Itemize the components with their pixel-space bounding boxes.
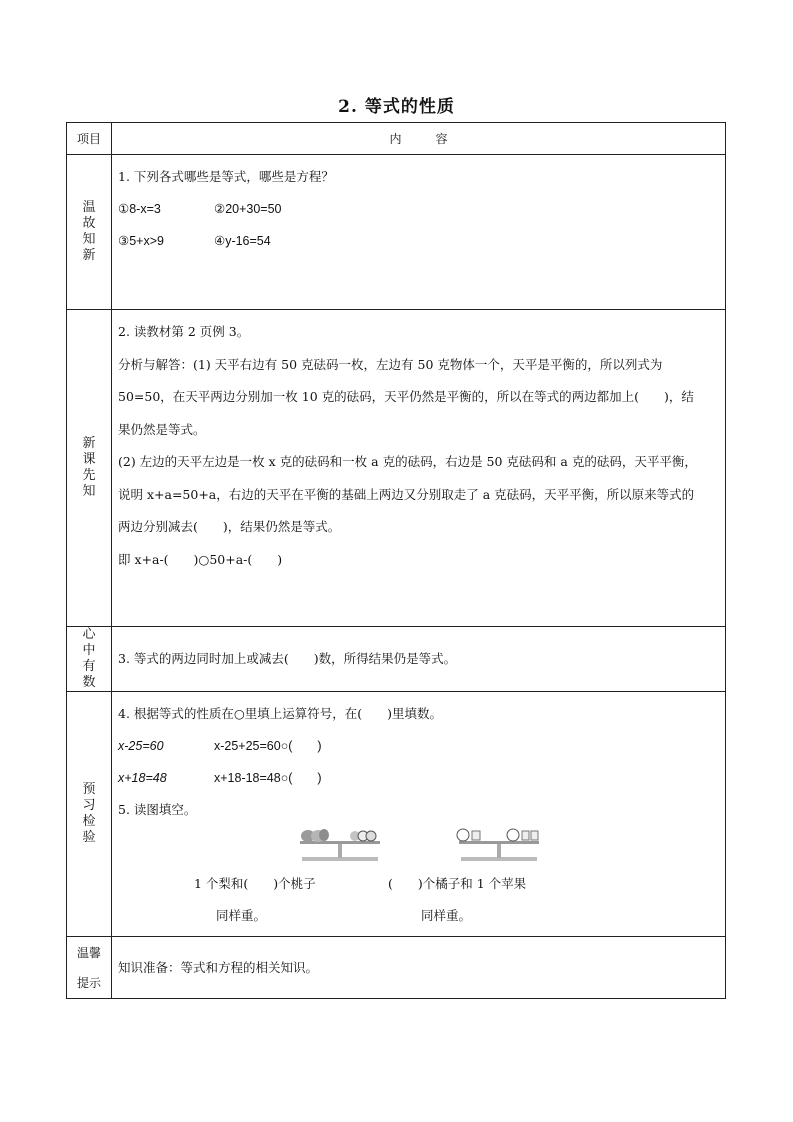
analysis-line-5: 说明 x+a=50+a，右边的天平在平衡的基础上两边又分别取走了 a 克砝码，天平平衡，所以原来等式的 [118,486,695,502]
section-label-xinke [67,310,112,627]
analysis-line-1: 分析与解答：(1) 天平右边有 50 克砝码一枚，左边有 50 克物体一个，天平是平衡的，所以列式为 [118,356,663,372]
section-content-xinke [112,310,726,627]
section-yuxi [67,692,726,937]
caption-same-weight-1: 同样重。 [216,908,267,923]
section-label-text: 新课先知 [82,436,96,499]
section-label-top: 温馨 [76,945,101,960]
analysis-line-3: 果仍然是等式。 [118,421,206,437]
section-wengu [67,155,726,310]
analysis-line-6: 两边分别减去( )，结果仍然是等式。 [118,519,341,534]
section-label-bottom: 提示 [76,975,101,990]
section-label-text: 温故知新 [82,200,96,263]
question-4: 4. 根据等式的性质在○里填上运算符号，在( )里填数。 [118,706,443,721]
balance-scale-icon [453,828,545,864]
caption-same-weight-2: 同样重。 [421,908,472,923]
section-label-yuxi [67,692,112,937]
equation-row1-left: x-25=60 [118,739,164,753]
section-xinzhong [67,627,726,692]
section-content-wengu [112,155,726,310]
equation-item-1: ①8-x=3 [118,202,161,216]
section-label-xinzhong [67,627,112,692]
header-content: 内容 [112,123,726,155]
caption-pear-peach: 1 个梨和( )个桃子 [194,876,316,891]
section-xinke [67,310,726,627]
question-3: 3. 等式的两边同时加上或减去( )数，所得结果仍是等式。 [118,651,457,666]
section-label-text: 预习检验 [82,782,96,845]
header-item: 项目 [67,123,112,155]
equation-row1-right: x-25+25=60○( ) [213,739,322,753]
equation-item-2: ②20+30=50 [213,202,282,216]
section-label-text: 心中有数 [82,627,96,690]
caption-orange-apple: ( )个橘子和 1 个苹果 [388,876,527,891]
section-content-xinzhong [112,627,726,692]
equation-row2-right: x+18-18=48○( ) [213,771,322,785]
section-label-tishi [67,937,112,999]
question-5: 5. 读图填空。 [118,802,197,817]
balance-scale-icon [294,828,386,864]
analysis-line-7: 即 x+a-( )○50+a-( ) [118,551,283,567]
table-header-row [67,123,726,155]
analysis-line-2: 50=50，在天平两边分别加一枚 10 克的砝码，天平仍然是平衡的，所以在等式的两边都加上( )，结 [118,389,694,404]
section-content-yuxi [112,692,726,937]
tip-text: 知识准备：等式和方程的相关知识。 [118,959,319,975]
question-2: 2. 读教材第 2 页例 3。 [118,324,250,339]
page-title: 2. 等式的性质 [338,97,455,117]
section-content-tishi [112,937,726,999]
equation-row2-left: x+18=48 [118,771,167,785]
section-tishi [67,937,726,999]
section-label-wengu [67,155,112,310]
analysis-line-4: (2) 左边的天平左边是一枚 x 克的砝码和一枚 a 克的砝码，右边是 50 克砝码和 a 克的砝码，天平平衡， [118,454,697,469]
lesson-table [66,122,726,999]
question-1: 1. 下列各式哪些是等式，哪些是方程？ [118,169,334,184]
equation-item-3: ③5+x>9 [118,234,164,248]
equation-item-4: ④y-16=54 [213,234,271,248]
